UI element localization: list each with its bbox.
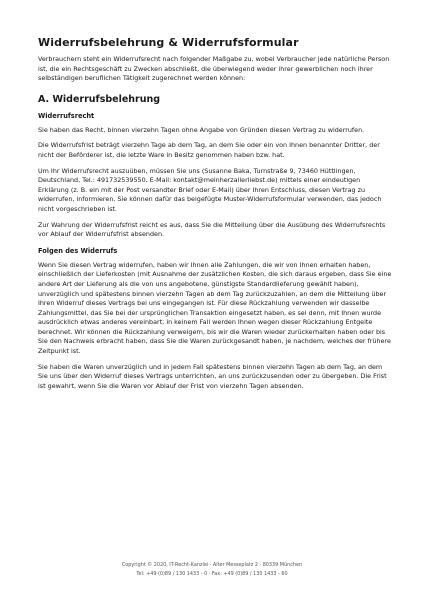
footer-contact: Tel: +49 (0)89 / 130 1433 - 0 · Fax: +49 (0)89 / 130 1433 - 60 [136,570,288,577]
folgen-paragraph-1: Wenn Sie diesen Vertrag widerrufen, haben wir Ihnen alle Zahlungen, die wir von Ihnen erhalten haben, einschließlich der Lieferkosten (mit Ausnahme der zusätzlichen Kosten, die sich daraus ergeben, dass Sie eine andere Art der Lieferung als die von uns angebotene, günstigste Standardlieferung gewählt haben), unverzüglich und spätestens binnen vierzehn Tagen ab dem Tag zurückzuzahlen, an dem die Mitteilung über Ihren Widerruf dieses Vertrags bei uns eingegangen ist. Für diese Rückzahlung verwenden wir dasselbe Zahlungsmittel, das Sie bei der ursprünglichen Transaktion eingesetzt haben, es sei denn, mit Ihnen wurde ausdrücklich etwas anderes vereinbart; in keinem Fall werden Ihnen wegen dieser Rückzahlung Entgelte berechnet. Wir können die Rückzahlung verweigern, bis wir die Waren wieder zurückerhalten haben oder bis Sie den Nachweis erbracht haben, dass Sie die Waren zurückgesandt haben, je nachdem, welches der frühere Zeitpunkt ist. [38,260,392,356]
widerrufsrecht-paragraph-1: Sie haben das Recht, binnen vierzehn Tagen ohne Angabe von Gründen diesen Vertrag zu widerrufen. [38,125,365,134]
footer-copyright: Copyright © 2020, IT-Recht-Kanzlei · Alter Messeplatz 2 · 80339 München [121,562,303,568]
folgen-paragraph-2: Sie haben die Waren unverzüglich und in jedem Fall spätestens binnen vierzehn Tagen ab dem Tag, an dem Sie uns über den Widerruf dieses Vertrags unterrichten, an uns zurückzusenden oder zu übergeben. Die Frist ist gewahrt, wenn Sie die Waren vor Ablauf der Frist von vierzehn Tagen absenden. [38,362,387,390]
widerrufsrecht-paragraph-2: Die Widerrufsfrist beträgt vierzehn Tage ab dem Tag, an dem Sie oder ein von Ihnen benannter Dritter, der nicht der Beförderer ist, die letzte Ware in Besitz genommen haben bzw. hat. [38,141,380,159]
widerrufsrecht-paragraph-4: Zur Wahrung der Widerrufsfrist reicht es aus, dass Sie die Mitteilung über die Ausübung des Widerrufsrechts vor Ablauf der Widerrufsfrist absenden. [38,220,386,239]
intro-paragraph: Verbrauchern steht ein Widerrufsrecht nach folgender Maßgabe zu, wobei Verbraucher jede natürliche Person ist, die ein Rechtsgeschäft zu Zwecken abschließt, die überwiegend weder ihrer gewerblichen noch ihrer selbständigen beruflichen Tätigkeit zugerechnet werden können: [38,55,390,83]
widerrufsrecht-heading: Widerrufsrecht [38,111,95,120]
widerrufsrecht-paragraph-3: Um Ihr Widerrufsrecht auszuüben, müssen Sie uns (Susanne Baka, Turnstraße 9, 73460 Hüttlingen, Deutschland, Tel.: 491732539550, E-Mail: kontakt@meinherzallerliebst.de) mittels einer eindeutigen Erklärung (z. B. ein mit der Post versandter Brief oder E-Mail) über Ihren Entschluss, diesen Vertrag zu widerrufen, informieren. Sie können dafür das beigefügte Muster-Widerrufsformular verwenden, das jedoch nicht vorgeschrieben ist. [38,166,382,213]
section-a-title: A. Widerrufsbelehrung [38,93,161,105]
folgen-heading: Folgen des Widerrufs [38,246,118,255]
document-title: Widerrufsbelehrung & Widerrufsformular [38,36,299,49]
document-page [38,36,393,397]
page-footer [0,561,424,578]
